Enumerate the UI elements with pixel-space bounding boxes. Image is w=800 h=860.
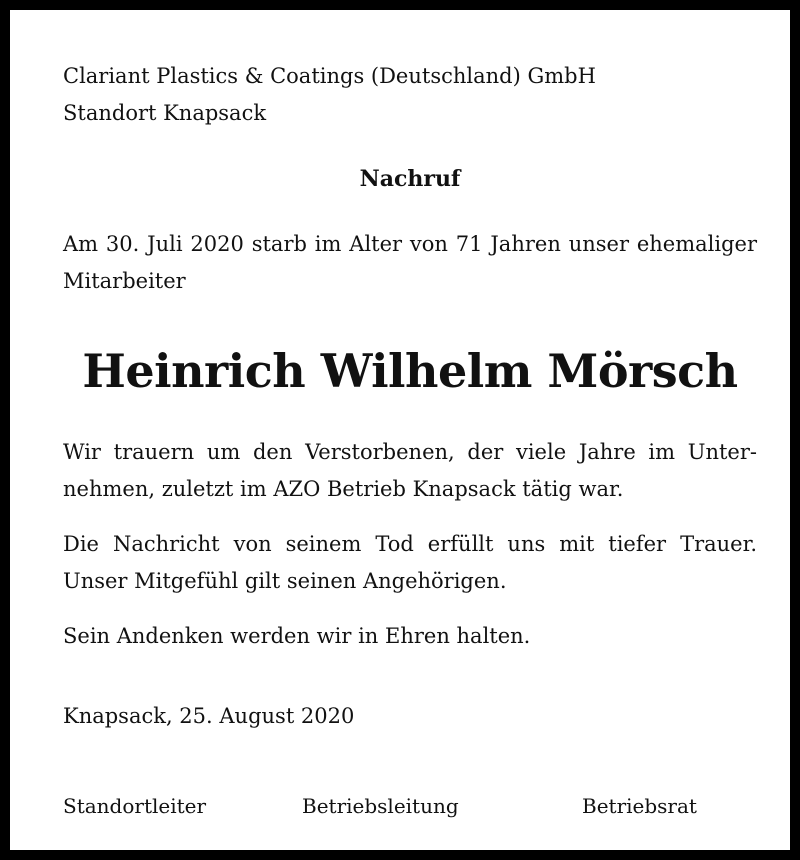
paragraph-condolence: Die Nachricht von seinem Tod erfüllt uns mit tiefer Trauer. Unser Mitgefühl gilt seinen Angehörigen. (63, 532, 757, 593)
paragraph-mourning: Wir trauern um den Verstorbenen, der viele Jahre im Unternehmen, zuletzt im AZO Betrieb Knapsack tätig war. (63, 440, 757, 501)
notice-title: Nachruf (359, 166, 461, 192)
paragraph-remembrance: Sein Andenken werden wir in Ehren halten. (63, 624, 531, 648)
signatory-plant-management: Betriebsleitung (302, 794, 459, 818)
company-site: Standort Knapsack (63, 101, 267, 125)
company-name: Clariant Plastics & Coatings (Deutschland) GmbH (63, 64, 596, 88)
intro-text: Am 30. Juli 2020 starb im Alter von 71 Jahren unser ehemaliger Mitarbeiter (63, 232, 757, 293)
deceased-name: Heinrich Wilhelm Mörsch (82, 344, 738, 398)
company-header (63, 58, 757, 132)
signatory-works-council: Betriebsrat (582, 794, 697, 818)
place-date: Knapsack, 25. August 2020 (63, 704, 355, 728)
signatory-site-manager: Standortleiter (63, 794, 207, 818)
